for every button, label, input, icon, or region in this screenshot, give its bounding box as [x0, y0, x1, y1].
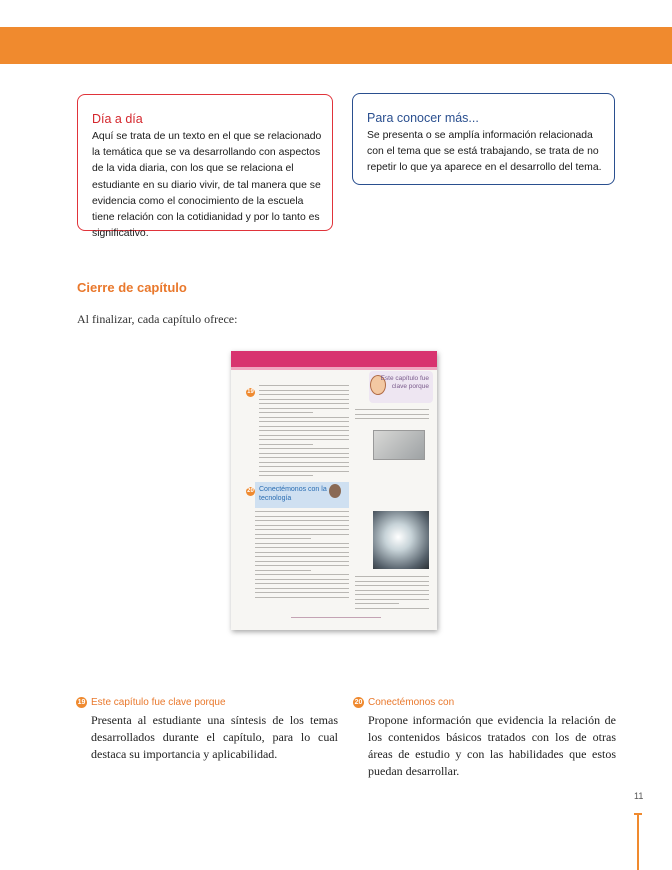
sample-page-thumbnail	[231, 351, 437, 630]
page-number: 11	[634, 791, 644, 801]
thumbnail-text-line	[259, 403, 349, 404]
para-conocer-mas-title: Para conocer más...	[367, 111, 479, 125]
thumbnail-text-line	[255, 543, 349, 544]
thumbnail-text-line	[355, 599, 429, 600]
microscope-photo	[373, 511, 429, 569]
thumbnail-text-line	[259, 421, 349, 422]
note-connect-heading	[353, 697, 616, 708]
thumbnail-text-line	[259, 385, 349, 386]
thumbnail-text-line	[255, 592, 349, 593]
dia-a-dia-box	[77, 94, 333, 240]
thumbnail-text-line	[255, 520, 349, 521]
margin-line	[637, 813, 639, 870]
thumbnail-text-line	[255, 516, 349, 517]
thumbnail-text-line	[355, 418, 429, 419]
dia-a-dia-text: Aquí se trata de un texto en el que se relacionado la temática que se va desarrollando con aspectos de la vida diaria, con los que se relaciona el estudiante en su diario vivir, de tal manera que se evidencia como el conocimiento de la escuela tiene relación con la cotidianidad y por lo tanto es significativo.	[92, 131, 322, 240]
note-chapter-key-label: Este capítulo fue clave porque	[91, 697, 226, 708]
thumbnail-header-stripe	[231, 367, 437, 370]
thumbnail-subheading-text: Conectémonos con la tecnología	[259, 486, 327, 502]
thumbnail-text-line	[259, 444, 313, 445]
thumbnail-text-line	[255, 538, 311, 539]
note-connect-label: Conectémonos con	[368, 697, 455, 708]
thumbnail-text-line	[255, 561, 349, 562]
thumbnail-text-line	[259, 466, 349, 467]
thumbnail-text-line	[355, 585, 429, 586]
note-connect	[353, 697, 616, 780]
section-title: Cierre de capítulo	[77, 280, 187, 295]
thumbnail-text-line	[255, 588, 349, 589]
thumbnail-text-line	[255, 525, 349, 526]
thumbnail-text-line	[259, 435, 349, 436]
thumbnail-text-line	[355, 603, 399, 604]
thumbnail-text-line	[255, 556, 349, 557]
scale-photo	[373, 430, 425, 460]
number-badge-icon: 19	[77, 699, 86, 706]
thumbnail-text-line	[259, 390, 349, 391]
para-conocer-mas-box	[352, 93, 615, 185]
intro-text: Al finalizar, cada capítulo ofrece:	[77, 312, 238, 326]
thumbnail-text-line	[259, 471, 349, 472]
thumbnail-text-line	[259, 408, 349, 409]
thumbnail-text-line	[355, 409, 429, 410]
thumbnail-footer-line	[291, 617, 381, 618]
thumbnail-text-line	[355, 590, 429, 591]
thumbnail-text-line	[259, 457, 349, 458]
thumbnail-text-line	[255, 597, 349, 598]
thumbnail-text-line	[259, 453, 349, 454]
thumbnail-text-line	[259, 430, 349, 431]
para-conocer-mas-text: Se presenta o se amplía información relacionada con el tema que se está trabajando, se trata de no repetir lo que ya aparece en el desarrollo del tema.	[367, 130, 602, 174]
note-chapter-key-text: Presenta al estudiante una síntesis de los temas desarrollados durante el capítulo, para lo cual destaca su importancia y aplicabilidad.	[91, 713, 338, 761]
thumbnail-text-line	[259, 412, 313, 413]
thumbnail-header-band	[231, 351, 437, 367]
thumbnail-text-line	[255, 583, 349, 584]
thumbnail-text-line	[355, 594, 429, 595]
thumbnail-text-line	[255, 529, 349, 530]
thumbnail-heading-text: Este capítulo fue clave porque	[380, 375, 429, 390]
thumbnail-text-line	[259, 399, 349, 400]
thumbnail-badge-20: 20	[247, 488, 254, 494]
note-connect-text: Propone información que evidencia la relación de los contenidos básicos tratados con los de otras áreas de estudio y con las habilidades que estos puedan desarrollar.	[368, 713, 616, 778]
thumbnail-text-line	[355, 414, 429, 415]
note-chapter-key	[76, 697, 338, 763]
thumbnail-text-line	[355, 608, 429, 609]
thumbnail-text-line	[259, 475, 313, 476]
thumbnail-text-line	[255, 565, 349, 566]
thumbnail-text-line	[255, 570, 311, 571]
number-badge-icon: 20	[354, 699, 363, 706]
thumbnail-text-line	[259, 439, 349, 440]
thumbnail-text-line	[259, 394, 349, 395]
thumbnail-text-line	[259, 426, 349, 427]
thumbnail-text-line	[255, 547, 349, 548]
thumbnail-text-line	[255, 552, 349, 553]
thumbnail-text-line	[255, 511, 349, 512]
header-band	[0, 27, 672, 64]
dia-a-dia-title: Día a día	[92, 112, 143, 126]
thumbnail-badge-19: 19	[247, 389, 254, 395]
thumbnail-text-line	[255, 579, 349, 580]
thumbnail-text-line	[255, 574, 349, 575]
thumbnail-text-line	[355, 576, 429, 577]
note-chapter-key-heading	[76, 697, 338, 708]
thumbnail-text-line	[259, 462, 349, 463]
thumbnail-text-line	[259, 448, 349, 449]
thumbnail-text-line	[255, 534, 349, 535]
character-face-icon-2	[329, 484, 341, 498]
thumbnail-text-line	[259, 417, 349, 418]
thumbnail-text-line	[355, 581, 429, 582]
